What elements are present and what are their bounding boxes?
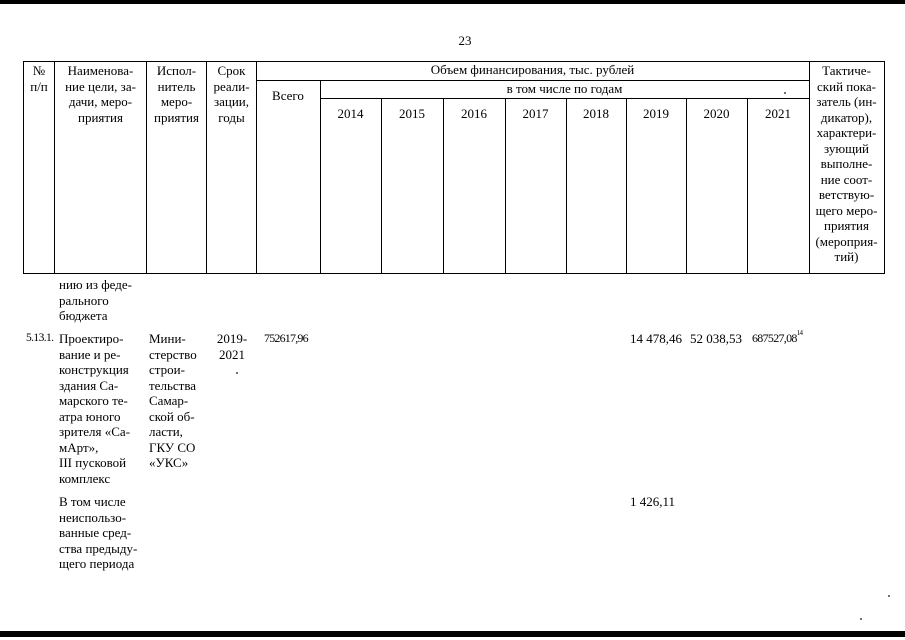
grid-line <box>256 80 320 81</box>
grid-line <box>686 98 687 274</box>
header-year-2015: 2015 <box>399 106 425 121</box>
grid-line <box>443 98 444 274</box>
header-number: № п/п <box>30 63 48 94</box>
row-continuation-text: нию из феде- рального бюджета <box>59 277 132 323</box>
grid-line <box>23 273 884 274</box>
grid-line <box>626 98 627 274</box>
header-funding-title: Объем финансирования, тыс. рублей <box>430 62 635 77</box>
row-name: Проектиро- вание и ре- конструкция здания Са- марского те- атра юного зрителя «Са- мАрт», III пусковой комплекс <box>59 331 131 486</box>
page-number: 23 <box>458 33 472 48</box>
top-border-bar <box>0 0 905 4</box>
header-year-2016: 2016 <box>461 106 487 121</box>
scan-speck <box>784 92 786 94</box>
header-name: Наименова- ние цели, за- дачи, меро- приятия <box>65 63 136 125</box>
row-period: 2019- 2021 <box>216 331 248 362</box>
header-total: Всего <box>272 88 304 103</box>
scan-speck <box>236 372 238 374</box>
row-2021-value <box>752 331 810 347</box>
row-2021-amount: 687527,08 <box>752 331 797 345</box>
row-total: 752617,96 <box>264 331 308 345</box>
header-year-2019: 2019 <box>643 106 669 121</box>
grid-line <box>566 98 567 274</box>
row-number: 5.13.1. <box>26 332 54 344</box>
row-2020-value: 52 038,53 <box>690 331 742 346</box>
header-year-2017: 2017 <box>522 106 549 121</box>
row-2019-value: 14 478,46 <box>630 331 682 346</box>
footnote-mark: 14 <box>796 329 803 337</box>
grid-line <box>381 98 382 274</box>
grid-line <box>884 61 885 274</box>
scan-speck <box>860 618 862 620</box>
grid-line <box>320 98 809 99</box>
scan-speck <box>888 595 890 597</box>
bottom-border-bar <box>0 631 905 637</box>
grid-line <box>747 98 748 274</box>
header-year-2014: 2014 <box>337 106 364 121</box>
header-by-years: в том числе по годам <box>506 81 623 96</box>
row-name: В том числе неиспользо- ванные сред- ства предыду- щего периода <box>59 494 138 571</box>
header-year-2020: 2020 <box>703 106 730 121</box>
header-year-2018: 2018 <box>583 106 609 121</box>
header-indicator: Тактиче- ский пока- затель (ин- дикатор), характери- зующий выполне- ние соот- ветствую- щего меро- приятия (мероприя- тий) <box>815 63 878 264</box>
header-year-2021: 2021 <box>765 106 791 121</box>
header-executor: Испол- нитель меро- приятия <box>153 63 199 125</box>
row-executor: Мини- стерство строи- тельства Самар- ской об- ласти, ГКУ СО «УКС» <box>149 331 197 470</box>
row-2019-value: 1 426,11 <box>630 494 676 509</box>
header-period: Срок реали- зации, годы <box>213 63 250 125</box>
grid-line <box>505 98 506 274</box>
